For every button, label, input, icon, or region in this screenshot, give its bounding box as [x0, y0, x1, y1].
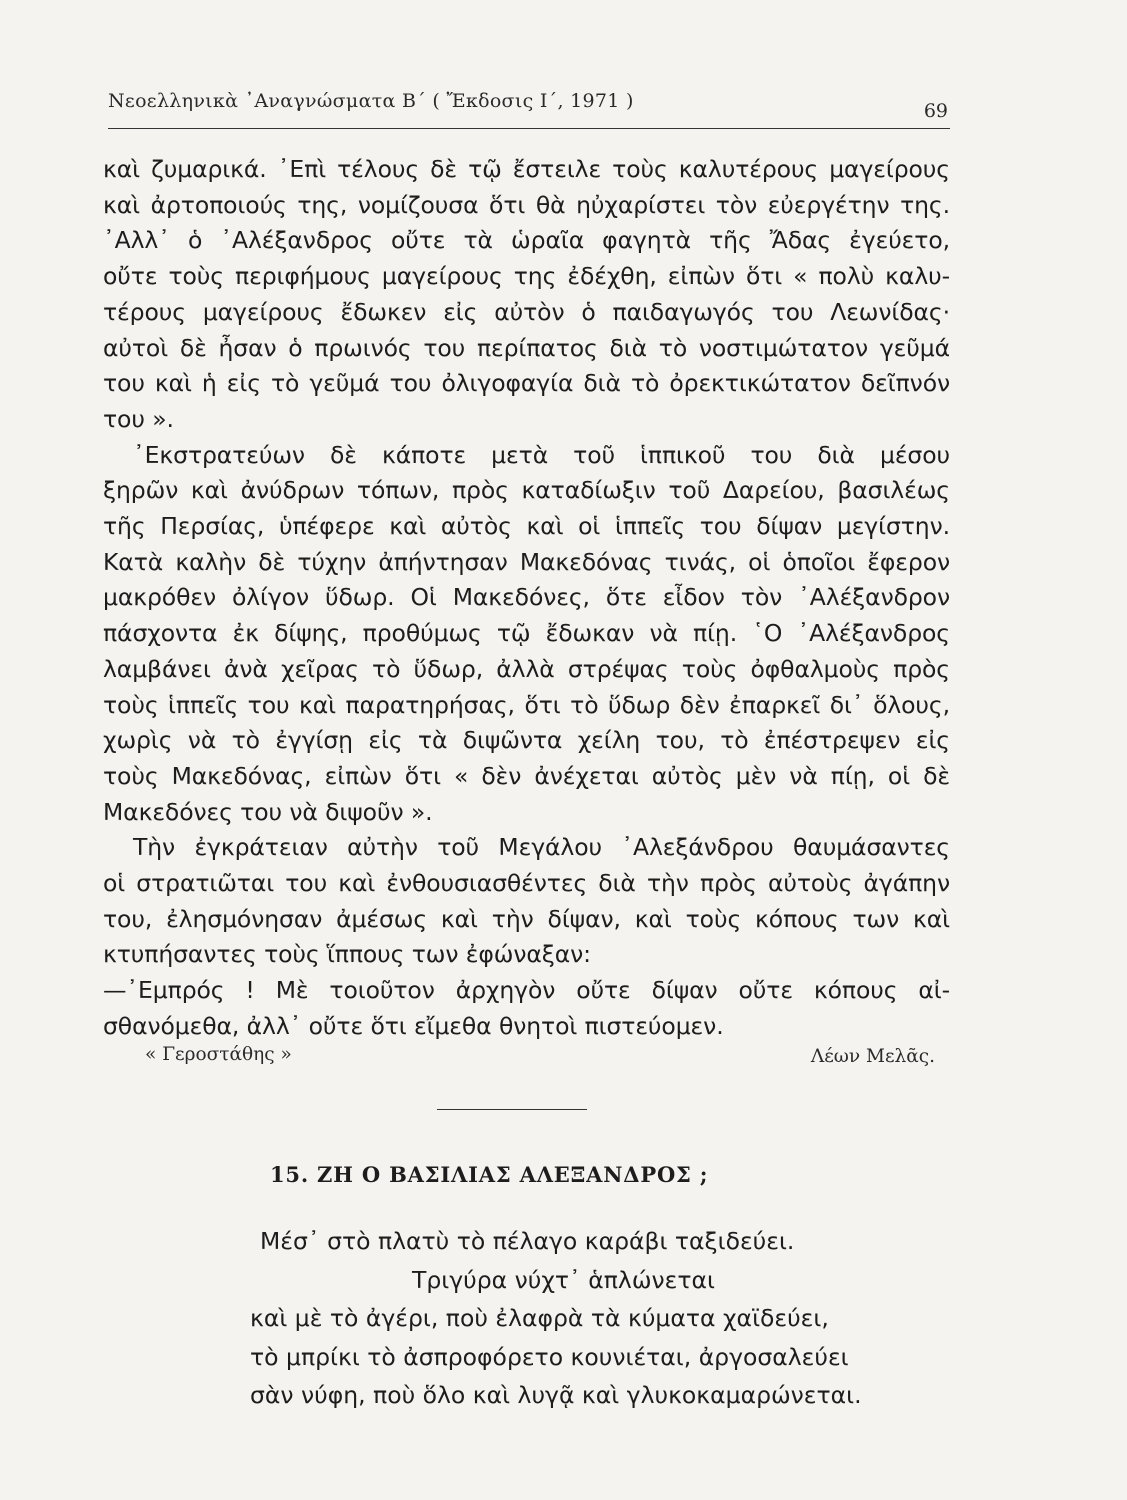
text-line: σθανόμεθα, ἀλλ᾿ οὔτε ὅτι εἴμεθα θνητοὶ πιστεύομεν.: [103, 1011, 724, 1040]
text-line: τέρους μαγείρους ἔδωκεν εἰς αὐτὸν ὁ παιδαγωγός του Λεωνίδας·: [103, 297, 950, 326]
author-name: Λέων Μελᾶς.: [810, 1046, 935, 1067]
text-line: αὐτοὶ δὲ ἦσαν ὁ πρωινός του περίπατος διὰ τὸ νοστιμώτατον γεῦμά: [103, 333, 950, 362]
text-line: οἱ στρατιῶται του καὶ ἐνθουσιασθέντες διὰ τὴν πρὸς αὐτοὺς ἀγάπην: [103, 869, 950, 898]
text-line: του, ἐλησμόνησαν ἀμέσως καὶ τὴν δίψαν, καὶ τοὺς κόπους των καὶ: [103, 904, 950, 933]
text-line: —᾿Εμπρός ! Μὲ τοιοῦτον ἀρχηγὸν οὔτε δίψαν οὔτε κόπους αἰ-: [103, 976, 950, 1005]
source-title: « Γεροστάθης »: [145, 1044, 292, 1065]
section-divider: [437, 1109, 587, 1110]
running-title: Νεοελληνικὰ ᾿Αναγνώσματα Β΄ ( Ἔκδοσις Ι΄, 1971 ): [108, 90, 634, 112]
text-line: ᾿Εκστρατεύων δὲ κάποτε μετὰ τοῦ ἱππικοῦ του διὰ μέσου: [133, 440, 950, 469]
text-line: τοὺς Μακεδόνας, εἰπὼν ὅτι « δὲν ἀνέχεται αὐτὸς μὲν νὰ πίῃ, οἱ δὲ: [103, 761, 950, 790]
attribution: [145, 1044, 935, 1074]
text-line: καὶ ζυμαρικά. ᾿Επὶ τέλους δὲ τῷ ἔστειλε τοὺς καλυτέρους μαγείρους: [103, 155, 950, 183]
text-line: του ».: [103, 404, 174, 433]
text-line: καὶ ἀρτοποιούς της, νομίζουσα ὅτι θὰ ηὐχαρίστει τὸν εὐεργέτην της.: [103, 190, 950, 219]
text-line: τῆς Περσίας, ὑπέφερε καὶ αὐτὸς καὶ οἱ ἱππεῖς του δίψαν μεγίστην.: [103, 512, 950, 541]
text-line: του καὶ ἡ εἰς τὸ γεῦμά του ὀλιγοφαγία διὰ τὸ ὀρεκτικώτατον δεῖπνόν: [103, 369, 950, 398]
text-line: λαμβάνει ἀνὰ χεῖρας τὸ ὕδωρ, ἀλλὰ στρέψας τοὺς ὀφθαλμοὺς πρὸς: [103, 654, 950, 683]
text-line: κτυπήσαντες τοὺς ἵππους των ἐφώναξαν:: [103, 940, 591, 969]
poem-verse: καὶ μὲ τὸ ἀγέρι, ποὺ ἐλαφρὰ τὰ κύματα χαϊδεύει,: [250, 1304, 829, 1332]
page-number: 69: [923, 100, 948, 122]
text-line: Τὴν ἐγκράτειαν αὐτὴν τοῦ Μεγάλου ᾿Αλεξάνδρου θαυμάσαντες: [133, 833, 950, 862]
poem-block: [240, 1222, 940, 1415]
section-heading: 15. ΖΗ Ο ΒΑΣΙΛΙΑΣ ΑΛΕΞΑΝΔΡΟΣ ;: [270, 1162, 709, 1187]
text-line: χωρὶς νὰ τὸ ἐγγίσῃ εἰς τὰ διψῶντα χείλη του, τὸ ἐπέστρεψεν εἰς: [103, 726, 950, 755]
prose-body: [103, 152, 950, 1045]
text-line: μακρόθεν ὀλίγον ὕδωρ. Οἱ Μακεδόνες, ὅτε εἶδον τὸν ᾿Αλέξανδρον: [103, 583, 950, 612]
text-line: οὔτε τοὺς περιφήμους μαγείρους της ἐδέχθη, εἰπὼν ὅτι « πολὺ καλυ-: [103, 262, 950, 291]
text-line: ᾿Αλλ᾿ ὁ ᾿Αλέξανδρος οὔτε τὰ ὡραῖα φαγητὰ τῆς Ἄδας ἐγεύετο,: [103, 226, 950, 255]
poem-verse: σὰν νύφη, ποὺ ὅλο καὶ λυγᾷ καὶ γλυκοκαμαρώνεται.: [250, 1381, 862, 1409]
poem-verse: Μέσ᾿ στὸ πλατὺ τὸ πέλαγο καράβι ταξιδεύει.: [260, 1227, 795, 1255]
running-header: [108, 88, 950, 129]
poem-verse: Τριγύρα νύχτ᾿ ἁπλώνεται: [412, 1265, 715, 1294]
text-line: ξηρῶν καὶ ἀνύδρων τόπων, πρὸς καταδίωξιν τοῦ Δαρείου, βασιλέως: [103, 476, 950, 505]
text-line: Κατὰ καλὴν δὲ τύχην ἀπήντησαν Μακεδόνας τινάς, οἱ ὁποῖοι ἔφερον: [103, 547, 950, 576]
text-line: τοὺς ἱππεῖς του καὶ παρατηρήσας, ὅτι τὸ ὕδωρ δὲν ἐπαρκεῖ δι᾿ ὅλους,: [103, 690, 950, 719]
poem-verse: τὸ μπρίκι τὸ ἀσπροφόρετο κουνιέται, ἀργοσαλεύει: [250, 1342, 849, 1371]
text-line: Μακεδόνες του νὰ διψοῦν ».: [103, 797, 433, 826]
text-line: πάσχοντα ἐκ δίψης, προθύμως τῷ ἔδωκαν νὰ πίῃ. ῾Ο ᾿Αλέξανδρος: [103, 619, 950, 648]
